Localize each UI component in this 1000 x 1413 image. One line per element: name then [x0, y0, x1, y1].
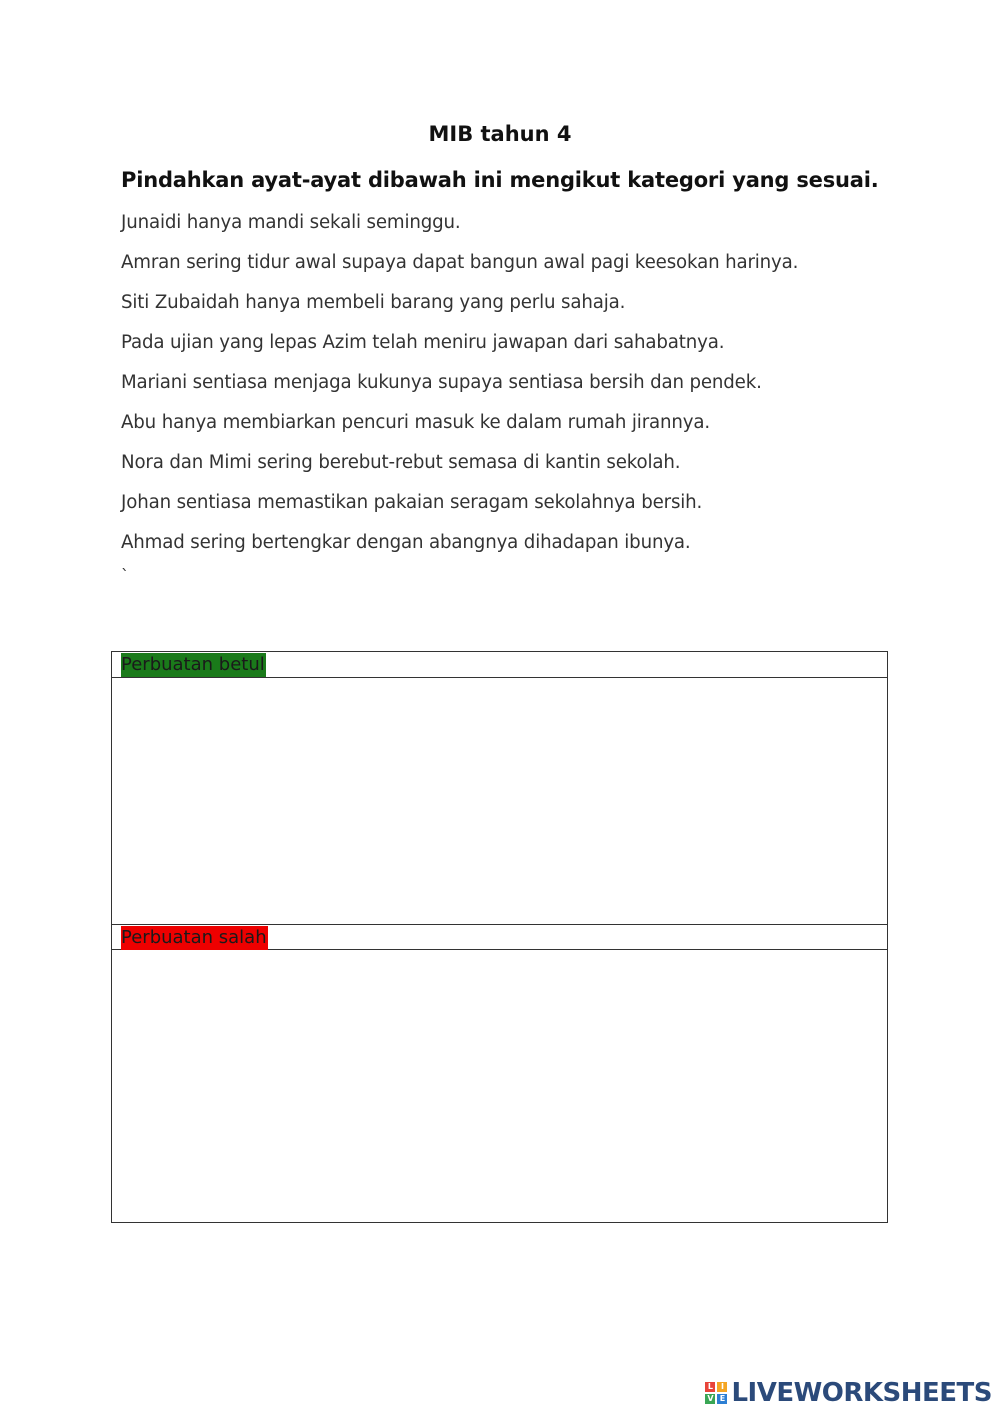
category-header-correct: [112, 652, 887, 678]
sentence-item[interactable]: Amran sering tidur awal supaya dapat bangun awal pagi keesokan harinya.: [121, 252, 799, 273]
drop-zone-wrong[interactable]: [112, 950, 887, 1222]
instruction-text: Pindahkan ayat-ayat dibawah ini mengikut kategori yang sesuai.: [121, 168, 879, 192]
category-header-wrong: [112, 924, 887, 950]
page-title: MIB tahun 4: [428, 122, 572, 146]
logo-mark-letter: I: [717, 1382, 727, 1392]
logo-mark-letter: V: [707, 1394, 714, 1403]
category-table: [111, 651, 888, 1223]
category-label-correct: Perbuatan betul: [121, 654, 265, 675]
category-label-wrong: Perbuatan salah: [121, 927, 267, 948]
logo-mark-letter: L: [705, 1382, 715, 1392]
drop-zone-correct[interactable]: [112, 678, 887, 924]
sentence-item[interactable]: Johan sentiasa memastikan pakaian seragam sekolahnya bersih.: [121, 492, 703, 513]
stray-mark: `: [121, 566, 129, 585]
sentence-item[interactable]: Siti Zubaidah hanya membeli barang yang perlu sahaja.: [121, 292, 626, 313]
sentence-list: [121, 210, 798, 570]
liveworksheets-logo: [705, 1378, 992, 1408]
sentence-item[interactable]: Ahmad sering bertengkar dengan abangnya dihadapan ibunya.: [121, 532, 691, 553]
sentence-item[interactable]: Nora dan Mimi sering berebut-rebut semasa di kantin sekolah.: [121, 452, 681, 473]
sentence-item[interactable]: Abu hanya membiarkan pencuri masuk ke dalam rumah jirannya.: [121, 412, 711, 433]
sentence-item[interactable]: Junaidi hanya mandi sekali seminggu.: [121, 212, 461, 233]
logo-text: LIVEWORKSHEETS: [731, 1378, 992, 1408]
sentence-item[interactable]: Pada ujian yang lepas Azim telah meniru jawapan dari sahabatnya.: [121, 332, 725, 353]
logo-mark-icon: [705, 1382, 727, 1404]
logo-mark-letter: E: [717, 1394, 727, 1404]
sentence-item[interactable]: Mariani sentiasa menjaga kukunya supaya sentiasa bersih dan pendek.: [121, 372, 762, 393]
